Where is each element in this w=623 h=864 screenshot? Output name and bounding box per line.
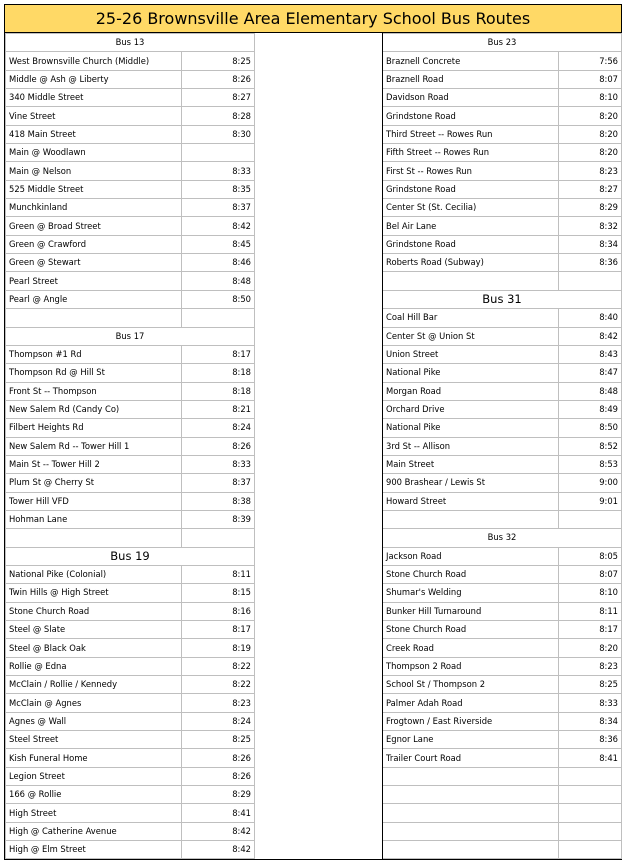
table-row bbox=[6, 437, 622, 455]
right-stop-name: Palmer Adah Road bbox=[383, 694, 559, 712]
left-stop-name: Steel @ Slate bbox=[6, 621, 182, 639]
left-stop-name: High @ Catherine Avenue bbox=[6, 822, 182, 840]
right-stop-name: Main Street bbox=[383, 455, 559, 473]
right-stop-name: National Pike bbox=[383, 419, 559, 437]
left-stop-name: New Salem Rd (Candy Co) bbox=[6, 400, 182, 418]
column-gap bbox=[255, 822, 383, 840]
left-stop-name: McClain @ Agnes bbox=[6, 694, 182, 712]
table-row bbox=[6, 804, 622, 822]
right-stop-time: 8:42 bbox=[559, 327, 622, 345]
column-gap bbox=[255, 400, 383, 418]
left-blank-cell bbox=[182, 529, 255, 547]
column-gap bbox=[255, 712, 383, 730]
left-stop-time: 8:30 bbox=[182, 125, 255, 143]
left-stop-name: Kish Funeral Home bbox=[6, 749, 182, 767]
column-gap bbox=[255, 565, 383, 583]
column-gap bbox=[255, 125, 383, 143]
right-stop-name: 900 Brashear / Lewis St bbox=[383, 474, 559, 492]
left-stop-name: National Pike (Colonial) bbox=[6, 565, 182, 583]
table-row bbox=[6, 162, 622, 180]
left-stop-time: 8:24 bbox=[182, 419, 255, 437]
right-stop-time: 8:23 bbox=[559, 162, 622, 180]
left-stop-name: High @ Elm Street bbox=[6, 841, 182, 859]
table-row bbox=[6, 309, 622, 327]
left-stop-time: 8:25 bbox=[182, 731, 255, 749]
left-stop-time: 8:28 bbox=[182, 107, 255, 125]
right-stop-time: 8:52 bbox=[559, 437, 622, 455]
right-stop-name: Orchard Drive bbox=[383, 400, 559, 418]
left-stop-name: Front St -- Thompson bbox=[6, 382, 182, 400]
column-gap bbox=[255, 382, 383, 400]
right-stop-time: 8:23 bbox=[559, 657, 622, 675]
right-stop-name: Bunker Hill Turnaround bbox=[383, 602, 559, 620]
column-gap bbox=[255, 455, 383, 473]
right-stop-name: 3rd St -- Allison bbox=[383, 437, 559, 455]
right-stop-time: 8:40 bbox=[559, 309, 622, 327]
right-stop-time: 8:10 bbox=[559, 89, 622, 107]
left-stop-time: 8:48 bbox=[182, 272, 255, 290]
table-row bbox=[6, 584, 622, 602]
table-row bbox=[6, 199, 622, 217]
table-row bbox=[6, 621, 622, 639]
left-stop-name: Legion Street bbox=[6, 767, 182, 785]
right-blank-cell bbox=[383, 822, 559, 840]
right-stop-time: 8:50 bbox=[559, 419, 622, 437]
right-stop-time: 8:25 bbox=[559, 676, 622, 694]
column-gap bbox=[255, 492, 383, 510]
left-stop-time: 8:22 bbox=[182, 657, 255, 675]
left-stop-time: 8:18 bbox=[182, 364, 255, 382]
left-stop-time: 8:26 bbox=[182, 767, 255, 785]
page-title: 25-26 Brownsville Area Elementary School Bus Routes bbox=[5, 5, 621, 33]
left-stop-name: 340 Middle Street bbox=[6, 89, 182, 107]
right-stop-time: 8:27 bbox=[559, 180, 622, 198]
left-stop-name: 525 Middle Street bbox=[6, 180, 182, 198]
table-row bbox=[6, 712, 622, 730]
right-bus-header: Bus 31 bbox=[383, 290, 622, 308]
right-stop-name: Roberts Road (Subway) bbox=[383, 254, 559, 272]
right-stop-time: 8:43 bbox=[559, 345, 622, 363]
right-stop-time: 8:07 bbox=[559, 565, 622, 583]
right-stop-name: Third Street -- Rowes Run bbox=[383, 125, 559, 143]
table-row bbox=[6, 767, 622, 785]
column-gap bbox=[255, 254, 383, 272]
left-stop-time: 8:26 bbox=[182, 749, 255, 767]
right-blank-cell bbox=[383, 786, 559, 804]
left-stop-time: 8:29 bbox=[182, 786, 255, 804]
right-stop-time: 8:47 bbox=[559, 364, 622, 382]
right-blank-cell bbox=[383, 804, 559, 822]
left-stop-name: 418 Main Street bbox=[6, 125, 182, 143]
right-blank-cell bbox=[383, 510, 559, 528]
right-stop-time: 7:56 bbox=[559, 52, 622, 70]
right-stop-name: Grindstone Road bbox=[383, 180, 559, 198]
table-row bbox=[6, 364, 622, 382]
right-stop-time: 8:32 bbox=[559, 217, 622, 235]
left-stop-time: 8:19 bbox=[182, 639, 255, 657]
column-gap bbox=[255, 474, 383, 492]
column-gap bbox=[255, 52, 383, 70]
table-row bbox=[6, 144, 622, 162]
left-stop-time: 8:26 bbox=[182, 437, 255, 455]
left-blank-cell bbox=[182, 309, 255, 327]
column-gap bbox=[255, 272, 383, 290]
table-row bbox=[6, 822, 622, 840]
left-stop-name: Green @ Crawford bbox=[6, 235, 182, 253]
column-gap bbox=[255, 749, 383, 767]
left-stop-time: 8:35 bbox=[182, 180, 255, 198]
left-stop-time: 8:22 bbox=[182, 676, 255, 694]
table-row bbox=[6, 272, 622, 290]
left-stop-time: 8:39 bbox=[182, 510, 255, 528]
schedule-sheet bbox=[4, 4, 622, 860]
left-stop-name: 166 @ Rollie bbox=[6, 786, 182, 804]
column-gap bbox=[255, 731, 383, 749]
right-stop-name: Fifth Street -- Rowes Run bbox=[383, 144, 559, 162]
right-stop-time: 8:33 bbox=[559, 694, 622, 712]
left-bus-header: Bus 19 bbox=[6, 547, 255, 565]
right-stop-time: 8:17 bbox=[559, 621, 622, 639]
left-stop-time: 8:17 bbox=[182, 621, 255, 639]
table-row bbox=[6, 52, 622, 70]
column-gap bbox=[255, 144, 383, 162]
left-stop-name: Thompson Rd @ Hill St bbox=[6, 364, 182, 382]
left-stop-time: 8:42 bbox=[182, 822, 255, 840]
left-stop-name: Filbert Heights Rd bbox=[6, 419, 182, 437]
left-bus-header: Bus 13 bbox=[6, 34, 255, 52]
left-bus-header: Bus 17 bbox=[6, 327, 255, 345]
right-stop-name: Frogtown / East Riverside bbox=[383, 712, 559, 730]
right-stop-time: 8:20 bbox=[559, 107, 622, 125]
left-stop-time: 8:37 bbox=[182, 199, 255, 217]
column-gap bbox=[255, 419, 383, 437]
right-blank-cell bbox=[559, 510, 622, 528]
table-row bbox=[6, 70, 622, 88]
column-gap bbox=[255, 529, 383, 547]
table-row bbox=[6, 107, 622, 125]
column-gap bbox=[255, 621, 383, 639]
right-stop-time: 8:20 bbox=[559, 639, 622, 657]
left-stop-time: 8:37 bbox=[182, 474, 255, 492]
left-stop-time: 8:33 bbox=[182, 455, 255, 473]
left-stop-name: New Salem Rd -- Tower Hill 1 bbox=[6, 437, 182, 455]
right-blank-cell bbox=[383, 767, 559, 785]
left-blank-cell bbox=[6, 309, 182, 327]
left-stop-time: 8:26 bbox=[182, 70, 255, 88]
table-row bbox=[6, 676, 622, 694]
table-row bbox=[6, 254, 622, 272]
table-row bbox=[6, 419, 622, 437]
column-gap bbox=[255, 584, 383, 602]
right-stop-name: Morgan Road bbox=[383, 382, 559, 400]
column-gap bbox=[255, 639, 383, 657]
column-gap bbox=[255, 510, 383, 528]
right-blank-cell bbox=[383, 272, 559, 290]
table-row bbox=[6, 786, 622, 804]
left-stop-name: Pearl @ Angle bbox=[6, 290, 182, 308]
right-stop-name: Center St (St. Cecilia) bbox=[383, 199, 559, 217]
right-stop-time: 8:49 bbox=[559, 400, 622, 418]
table-row bbox=[6, 529, 622, 547]
column-gap bbox=[255, 162, 383, 180]
routes-table bbox=[5, 33, 622, 859]
right-stop-time: 8:41 bbox=[559, 749, 622, 767]
left-stop-name: Main @ Woodlawn bbox=[6, 144, 182, 162]
left-stop-name: Rollie @ Edna bbox=[6, 657, 182, 675]
column-gap bbox=[255, 89, 383, 107]
left-stop-name: Agnes @ Wall bbox=[6, 712, 182, 730]
left-blank-cell bbox=[6, 529, 182, 547]
right-stop-name: Davidson Road bbox=[383, 89, 559, 107]
table-row bbox=[6, 345, 622, 363]
column-gap bbox=[255, 180, 383, 198]
left-stop-name: Thompson #1 Rd bbox=[6, 345, 182, 363]
left-stop-time: 8:17 bbox=[182, 345, 255, 363]
column-gap bbox=[255, 327, 383, 345]
table-row bbox=[6, 492, 622, 510]
right-stop-name: Shumar's Welding bbox=[383, 584, 559, 602]
table-row bbox=[6, 290, 622, 308]
table-row bbox=[6, 602, 622, 620]
column-gap bbox=[255, 217, 383, 235]
right-stop-name: Jackson Road bbox=[383, 547, 559, 565]
right-stop-name: Braznell Road bbox=[383, 70, 559, 88]
table-row bbox=[6, 382, 622, 400]
table-row bbox=[6, 327, 622, 345]
left-stop-name: Middle @ Ash @ Liberty bbox=[6, 70, 182, 88]
column-gap bbox=[255, 767, 383, 785]
table-row bbox=[6, 455, 622, 473]
table-row bbox=[6, 235, 622, 253]
right-stop-time: 8:34 bbox=[559, 235, 622, 253]
column-gap bbox=[255, 602, 383, 620]
table-row bbox=[6, 731, 622, 749]
left-stop-time: 8:11 bbox=[182, 565, 255, 583]
column-gap bbox=[255, 199, 383, 217]
left-stop-name: Tower Hill VFD bbox=[6, 492, 182, 510]
left-stop-name: Stone Church Road bbox=[6, 602, 182, 620]
left-stop-time: 8:46 bbox=[182, 254, 255, 272]
right-stop-name: Grindstone Road bbox=[383, 235, 559, 253]
table-row bbox=[6, 474, 622, 492]
table-row bbox=[6, 125, 622, 143]
column-gap bbox=[255, 786, 383, 804]
column-gap bbox=[255, 107, 383, 125]
left-stop-time: 8:25 bbox=[182, 52, 255, 70]
left-stop-time: 8:42 bbox=[182, 841, 255, 859]
column-gap bbox=[255, 694, 383, 712]
left-stop-time: 8:41 bbox=[182, 804, 255, 822]
column-gap bbox=[255, 804, 383, 822]
right-stop-name: Grindstone Road bbox=[383, 107, 559, 125]
left-stop-time: 8:18 bbox=[182, 382, 255, 400]
left-stop-name: Main @ Nelson bbox=[6, 162, 182, 180]
right-stop-name: Creek Road bbox=[383, 639, 559, 657]
column-gap bbox=[255, 309, 383, 327]
table-row bbox=[6, 180, 622, 198]
right-stop-name: Center St @ Union St bbox=[383, 327, 559, 345]
column-gap bbox=[255, 364, 383, 382]
right-blank-cell bbox=[559, 767, 622, 785]
column-gap bbox=[255, 841, 383, 859]
right-stop-time: 8:11 bbox=[559, 602, 622, 620]
right-stop-name: Braznell Concrete bbox=[383, 52, 559, 70]
column-gap bbox=[255, 70, 383, 88]
right-stop-time: 8:36 bbox=[559, 254, 622, 272]
table-row bbox=[6, 565, 622, 583]
right-stop-time: 8:34 bbox=[559, 712, 622, 730]
table-row bbox=[6, 547, 622, 565]
right-blank-cell bbox=[383, 841, 559, 859]
right-blank-cell bbox=[559, 822, 622, 840]
left-stop-name: High Street bbox=[6, 804, 182, 822]
left-stop-time: 8:16 bbox=[182, 602, 255, 620]
left-stop-name: Munchkinland bbox=[6, 199, 182, 217]
right-stop-time: 8:10 bbox=[559, 584, 622, 602]
left-stop-time: 8:42 bbox=[182, 217, 255, 235]
left-stop-name: Green @ Stewart bbox=[6, 254, 182, 272]
left-stop-name: Pearl Street bbox=[6, 272, 182, 290]
right-stop-name: Trailer Court Road bbox=[383, 749, 559, 767]
table-row bbox=[6, 400, 622, 418]
table-row bbox=[6, 639, 622, 657]
left-stop-name: Steel Street bbox=[6, 731, 182, 749]
table-row bbox=[6, 34, 622, 52]
right-stop-time: 8:20 bbox=[559, 125, 622, 143]
table-row bbox=[6, 89, 622, 107]
table-row bbox=[6, 217, 622, 235]
table-row bbox=[6, 657, 622, 675]
column-gap bbox=[255, 290, 383, 308]
right-stop-name: Thompson 2 Road bbox=[383, 657, 559, 675]
right-bus-header: Bus 32 bbox=[383, 529, 622, 547]
column-gap bbox=[255, 676, 383, 694]
right-stop-name: Howard Street bbox=[383, 492, 559, 510]
right-stop-name: National Pike bbox=[383, 364, 559, 382]
left-stop-time: 8:27 bbox=[182, 89, 255, 107]
right-blank-cell bbox=[559, 272, 622, 290]
table-row bbox=[6, 510, 622, 528]
column-gap bbox=[255, 34, 383, 52]
left-stop-time: 8:24 bbox=[182, 712, 255, 730]
table-row bbox=[6, 841, 622, 859]
left-stop-name: Plum St @ Cherry St bbox=[6, 474, 182, 492]
left-stop-time: 8:21 bbox=[182, 400, 255, 418]
left-stop-name: Hohman Lane bbox=[6, 510, 182, 528]
right-stop-time: 8:05 bbox=[559, 547, 622, 565]
column-gap bbox=[255, 345, 383, 363]
left-stop-time bbox=[182, 144, 255, 162]
right-stop-name: Egnor Lane bbox=[383, 731, 559, 749]
left-stop-time: 8:50 bbox=[182, 290, 255, 308]
left-stop-name: Main St -- Tower Hill 2 bbox=[6, 455, 182, 473]
right-stop-name: Stone Church Road bbox=[383, 565, 559, 583]
right-stop-time: 8:07 bbox=[559, 70, 622, 88]
left-stop-time: 8:15 bbox=[182, 584, 255, 602]
column-gap bbox=[255, 547, 383, 565]
left-stop-name: Twin Hills @ High Street bbox=[6, 584, 182, 602]
right-stop-name: Coal Hill Bar bbox=[383, 309, 559, 327]
left-stop-name: McClain / Rollie / Kennedy bbox=[6, 676, 182, 694]
right-stop-name: Bel Air Lane bbox=[383, 217, 559, 235]
column-gap bbox=[255, 235, 383, 253]
right-blank-cell bbox=[559, 804, 622, 822]
right-stop-name: First St -- Rowes Run bbox=[383, 162, 559, 180]
right-bus-header: Bus 23 bbox=[383, 34, 622, 52]
table-row bbox=[6, 749, 622, 767]
right-stop-name: Stone Church Road bbox=[383, 621, 559, 639]
left-stop-name: West Brownsville Church (Middle) bbox=[6, 52, 182, 70]
left-stop-name: Vine Street bbox=[6, 107, 182, 125]
left-stop-time: 8:38 bbox=[182, 492, 255, 510]
left-stop-time: 8:45 bbox=[182, 235, 255, 253]
left-stop-name: Green @ Broad Street bbox=[6, 217, 182, 235]
right-stop-time: 9:01 bbox=[559, 492, 622, 510]
right-stop-name: School St / Thompson 2 bbox=[383, 676, 559, 694]
right-stop-name: Union Street bbox=[383, 345, 559, 363]
right-blank-cell bbox=[559, 786, 622, 804]
left-stop-name: Steel @ Black Oak bbox=[6, 639, 182, 657]
column-gap bbox=[255, 437, 383, 455]
right-stop-time: 8:36 bbox=[559, 731, 622, 749]
right-stop-time: 8:20 bbox=[559, 144, 622, 162]
right-stop-time: 8:53 bbox=[559, 455, 622, 473]
right-blank-cell bbox=[559, 841, 622, 859]
left-stop-time: 8:33 bbox=[182, 162, 255, 180]
right-stop-time: 9:00 bbox=[559, 474, 622, 492]
right-stop-time: 8:48 bbox=[559, 382, 622, 400]
table-row bbox=[6, 694, 622, 712]
column-gap bbox=[255, 657, 383, 675]
right-stop-time: 8:29 bbox=[559, 199, 622, 217]
left-stop-time: 8:23 bbox=[182, 694, 255, 712]
